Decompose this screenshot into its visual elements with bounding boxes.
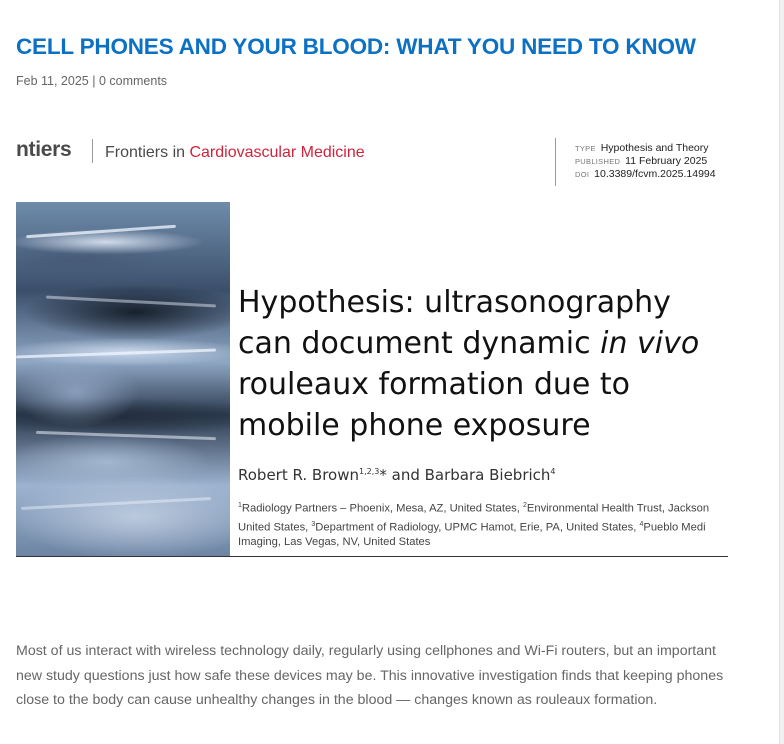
affiliation-text: United States, [238,521,312,534]
author-affiliation-marker: 4 [550,467,556,476]
paper-title-line: can document dynamic [238,326,601,361]
affiliation-text: Pueblo Medi [643,521,706,534]
frontiers-logo: ntiers [16,138,72,161]
ultrasound-streak [16,349,216,359]
affiliation-text: Imaging, Las Vegas, NV, United States [238,536,431,549]
post-date: Feb 11, 2025 [16,74,89,88]
paper-title-italic: in vivo [600,326,700,361]
journal-accent: Cardiovascular Medicine [189,144,365,161]
type-label: TYPE [575,144,596,153]
post-title: CELL PHONES AND YOUR BLOOD: WHAT YOU NEED TO KNOW [16,34,696,59]
journal-prefix: Frontiers in [105,144,190,161]
journal-name [105,144,365,162]
ultrasound-streak [26,225,176,238]
publication-info [575,142,716,181]
affiliation-marker: 2 [522,502,527,509]
published-value: 11 February 2025 [625,155,708,167]
doi-value: 10.3389/fcvm.2025.14994 [594,168,716,180]
paper-authors [238,466,556,484]
comments-link[interactable]: 0 comments [98,74,168,88]
intro-paragraph: Most of us interact with wireless technology daily, regularly using cellphones and Wi-Fi routers, but an important new study questions just how safe these devices may be. This innovative investigation finds that keeping phones close to the body can cause unhealthy changes in the blood — changes known as rouleaux formation. [16,643,724,708]
type-value: Hypothesis and Theory [600,142,709,154]
paper-affiliations [238,498,728,550]
affiliation-marker: 4 [639,520,644,528]
banner-bottom-rule [16,556,728,557]
meta-separator: | [92,74,96,88]
page-scrollbar[interactable] [779,0,784,744]
paper-title [238,282,699,446]
logo-divider [92,139,93,163]
affiliation-text: Department of Radiology, UPMC Hamot, Erie, PA, United States, [315,521,640,534]
ultrasound-streak [21,497,211,510]
ultrasound-image [16,202,230,557]
author-name: and Barbara Biebrich [386,466,551,484]
author-name: Robert R. Brown [238,466,359,484]
doi-label: DOI [575,170,590,179]
featured-image [16,128,728,558]
post-meta [16,74,167,88]
affiliation-marker: 3 [311,520,316,528]
affiliation-text: Radiology Partners – Phoenix, Mesa, AZ, United States, [241,502,523,515]
ultrasound-streak [36,431,216,440]
paper-title-line: Hypothesis: ultrasonography [238,285,671,320]
paper-title-line: rouleaux formation due to [238,367,631,402]
affiliation-marker: 1 [238,502,242,509]
paper-title-line: mobile phone exposure [238,408,591,443]
ultrasound-streak [46,296,216,308]
pubinfo-divider [555,138,556,186]
affiliation-text: Environmental Health Trust, Jackson [526,502,710,515]
corresponding-marker: * [379,466,387,484]
author-affiliation-marker: 1,2,3 [359,467,380,476]
published-label: PUBLISHED [575,157,621,166]
